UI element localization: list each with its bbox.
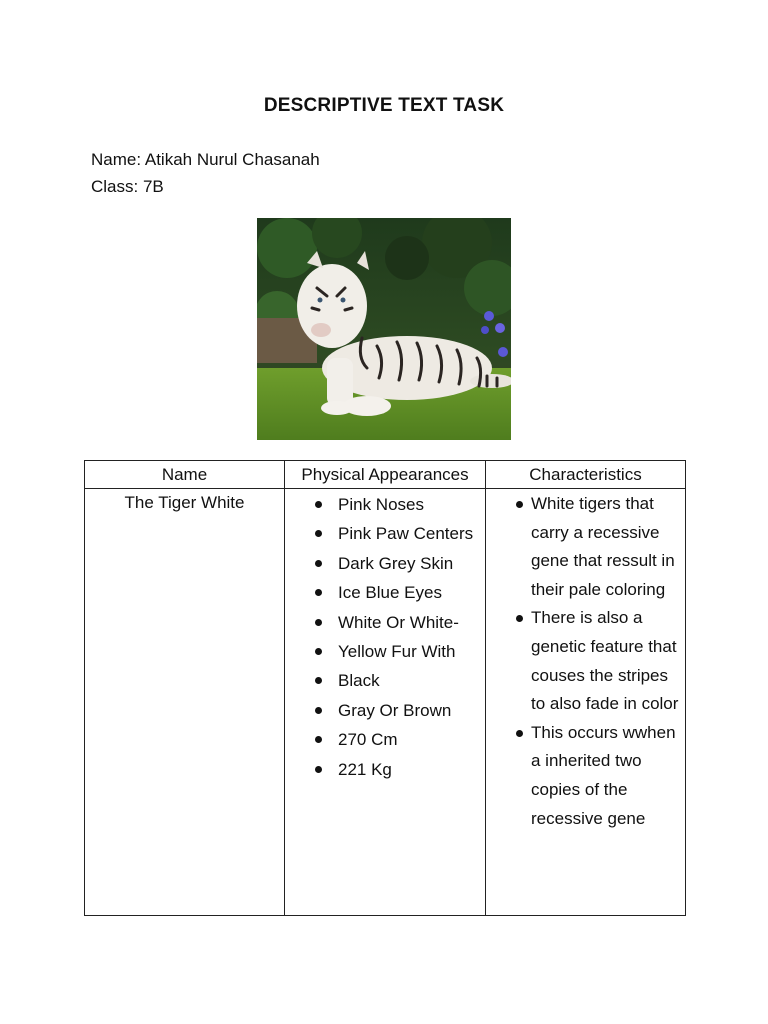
table-header-row [85, 461, 686, 489]
white-tiger-photo [257, 218, 511, 440]
list-item: Pink Paw Centers [294, 519, 480, 548]
document-title: DESCRIPTIVE TEXT TASK [263, 95, 505, 116]
appearances-list [286, 490, 484, 784]
table-row [85, 489, 686, 916]
student-class: Class: 7B [91, 177, 164, 196]
list-item: Yellow Fur With [294, 637, 480, 666]
animal-name: The Tiger White [124, 493, 245, 512]
list-item: 221 Kg [294, 755, 480, 784]
list-item: There is also a genetic feature that couses the stripes to also fade in color [495, 604, 682, 718]
list-item: Dark Grey Skin [294, 549, 480, 578]
list-item: 270 Cm [294, 725, 480, 754]
student-info [91, 146, 320, 200]
list-item: Black [294, 666, 480, 695]
list-item: Gray Or Brown [294, 696, 480, 725]
header-characteristics: Characteristics [486, 461, 686, 489]
list-item: Pink Noses [294, 490, 480, 519]
header-physical-appearances: Physical Appearances [285, 461, 486, 489]
list-item: White tigers that carry a recessive gene that ressult in their pale coloring [495, 490, 682, 604]
animal-name-cell [85, 489, 285, 916]
appearances-cell [285, 489, 486, 916]
list-item: White Or White- [294, 608, 480, 637]
tiger-info-table [84, 460, 686, 916]
list-item: This occurs wwhen a inherited two copies of the recessive gene [495, 719, 682, 833]
characteristics-list [487, 490, 684, 833]
list-item: Ice Blue Eyes [294, 578, 480, 607]
student-name: Name: Atikah Nurul Chasanah [91, 150, 320, 169]
header-name: Name [85, 461, 285, 489]
characteristics-cell [486, 489, 686, 916]
